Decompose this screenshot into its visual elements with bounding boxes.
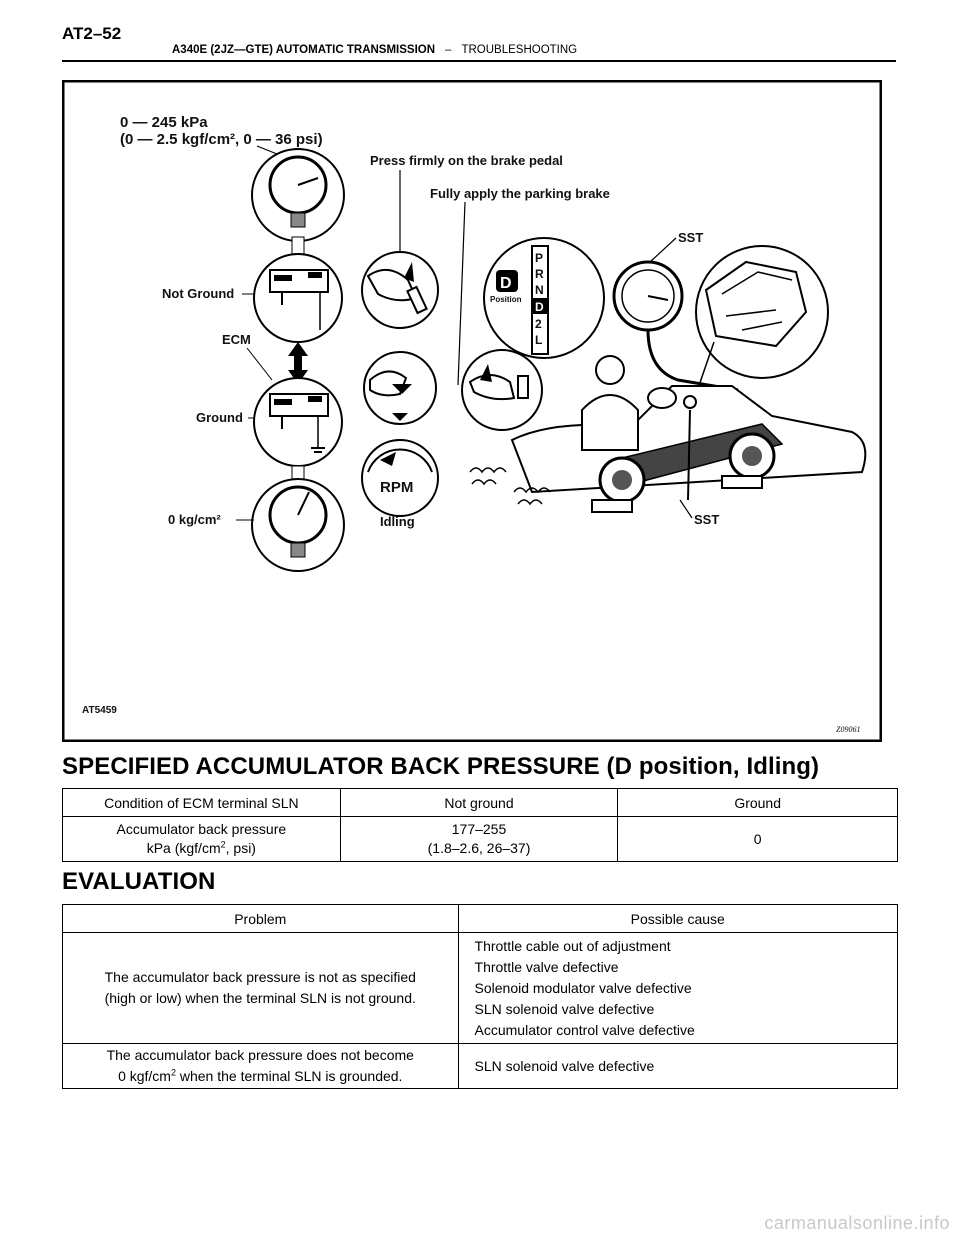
section-name: TROUBLESHOOTING <box>461 44 578 56</box>
label-sst-bottom: SST <box>694 512 720 527</box>
svg-text:2: 2 <box>535 317 542 331</box>
label-sst-top: SST <box>678 230 704 245</box>
spec-not-ground-value: 177–255 (1.8–2.6, 26–37) <box>340 817 618 862</box>
cause-item: Accumulator control valve defective <box>474 1021 695 1038</box>
spec-header-not-ground: Not ground <box>340 789 618 817</box>
evaluation-row <box>63 1044 898 1089</box>
illustration-svg <box>62 80 882 742</box>
shift-position-bubble <box>484 238 604 358</box>
label-rpm: RPM <box>380 479 414 496</box>
pressure-test-illustration <box>62 80 882 742</box>
header-separator: – <box>445 44 452 56</box>
label-brake-pedal: Press firmly on the brake pedal <box>370 153 563 168</box>
page-number: AT2–52 <box>62 24 122 43</box>
brake-pedal-bubble <box>362 252 438 328</box>
figure-code-left: AT5459 <box>82 705 117 716</box>
evaluation-header-row <box>63 905 898 933</box>
ground-ecm-bubble <box>254 378 342 466</box>
figure-code-right: Z09061 <box>836 725 861 734</box>
evaluation-row <box>63 933 898 1044</box>
cause-item: Throttle cable out of adjustment <box>474 937 671 954</box>
manual-title: A340E (2JZ—GTE) AUTOMATIC TRANSMISSION <box>172 44 436 56</box>
evaluation-header-cause: Possible cause <box>458 905 897 933</box>
label-parking-brake: Fully apply the parking brake <box>430 186 610 201</box>
cause-item: Solenoid modulator valve defective <box>474 979 692 996</box>
parking-brake-bubble <box>462 350 542 430</box>
spec-row-label: Accumulator back pressure kPa ($kgf/cm^2$, psi) <box>63 817 341 862</box>
evaluation-table <box>62 904 898 1089</box>
evaluation-section-title: EVALUATION <box>62 868 216 895</box>
spec-header-ground: Ground <box>618 789 898 817</box>
watermark: carmanualsonline.info <box>764 1213 950 1233</box>
svg-text:R: R <box>535 267 544 281</box>
top-gauge-bubble <box>252 149 344 241</box>
label-position: Position <box>490 295 522 304</box>
evaluation-causes-1 <box>458 933 897 1044</box>
evaluation-causes-2: SLN solenoid valve defective <box>458 1044 897 1089</box>
cause-item: SLN solenoid valve defective <box>474 1000 655 1017</box>
label-ground: Ground <box>196 410 243 425</box>
label-not-ground: Not Ground <box>162 286 235 301</box>
spec-table <box>62 788 898 862</box>
bottom-gauge-bubble <box>252 479 344 571</box>
spec-value-row <box>63 817 898 862</box>
evaluation-header-problem: Problem <box>63 905 459 933</box>
header-rule <box>62 60 896 62</box>
range-line2: (0 — 2.5 kgf/cm², 0 — 36 psi) <box>120 131 323 148</box>
tachometer-bubble <box>362 440 438 516</box>
spec-header-row <box>63 789 898 817</box>
evaluation-problem-1: The accumulator back pressure is not as specified (high or low) when the terminal SLN is not ground. <box>63 933 459 1044</box>
label-zero-pressure: 0 kg/cm² <box>168 512 221 527</box>
spec-ground-value: 0 <box>618 817 898 862</box>
range-line1: 0 — 245 kPa <box>120 114 208 131</box>
svg-text:P: P <box>535 251 544 265</box>
label-ecm: ECM <box>222 332 251 347</box>
running-head <box>172 44 577 56</box>
not-ground-ecm-bubble <box>254 254 342 342</box>
svg-text:N: N <box>535 283 544 297</box>
spec-header-condition: Condition of ECM terminal SLN <box>63 789 341 817</box>
svg-text:D: D <box>535 300 544 314</box>
spec-section-title: SPECIFIED ACCUMULATOR BACK PRESSURE (D position, Idling) <box>62 753 820 780</box>
svg-text:L: L <box>535 333 543 347</box>
svg-text:D: D <box>500 275 512 292</box>
evaluation-problem-2: The accumulator back pressure does not become 0 kgf/$cm^2$ when the terminal SLN is grounded. <box>63 1044 459 1089</box>
label-idling: Idling <box>380 514 415 529</box>
cause-item: Throttle valve defective <box>474 958 619 975</box>
